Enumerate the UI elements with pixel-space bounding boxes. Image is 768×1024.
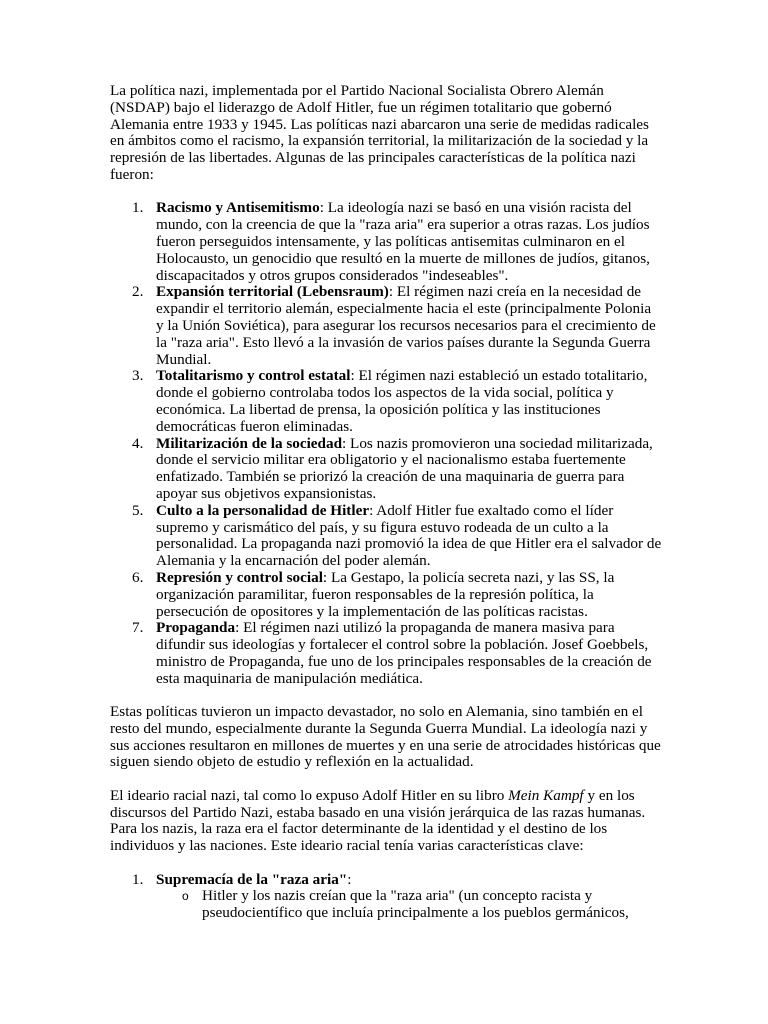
list-item-text: : Los nazis promovieron una sociedad militarizada, donde el servicio militar era obligatorio y el nacionalismo estaba fuertemente enfatizado. También se priorizó la creación de una maquinaria de guerra para apoyar sus objetivos expansionistas. (156, 434, 653, 502)
list-item-text: : El régimen nazi creía en la necesidad de expandir el territorio alemán, especialmente hacia el este (principalmente Polonia y la Unión Soviética), para asegurar los recursos necesarios para el crecimiento de la "raza aria". Esto llevó a la invasión de varios países durante la Segunda Guerra Mundial. (156, 283, 656, 368)
list-item (110, 620, 662, 687)
list-item-title: Culto a la personalidad de Hitler (156, 501, 370, 519)
list-item-title: Expansión territorial (Lebensraum) (156, 283, 389, 301)
list-item-title: Supremacía de la "raza aria" (156, 870, 348, 888)
list-number: 3. (132, 367, 144, 385)
list-number: 1. (132, 199, 144, 217)
list-number: 4. (132, 434, 144, 452)
list-number: 2. (132, 283, 144, 301)
list-item-text: : El régimen nazi utilizó la propaganda de manera masiva para difundir sus ideologías y fortalecer el control sobre la población. Josef Goebbels, ministro de Propaganda, fue uno de los principales responsables de la creación de esta maquinaria de manipulación mediática. (156, 619, 652, 687)
racial-ideas-list (110, 872, 662, 922)
list-item-text: : El régimen nazi estableció un estado totalitario, donde el gobierno controlaba todos los aspectos de la vida social, política y económica. La libertad de prensa, la oposición política y las instituciones democráticas fueron eliminadas. (156, 367, 648, 435)
list-item-text: : Adolf Hitler fue exaltado como el líder supremo y carismático del país, y su figura estuvo rodeada de un culto a la personalidad. La propaganda nazi promovió la idea de que Hitler era el salvador de Alemania y la encarnación del poder alemán. (156, 501, 662, 570)
list-item (110, 503, 662, 570)
list-item-suffix: : (347, 870, 352, 888)
circle-bullet-icon: o (182, 889, 189, 904)
list-item-title: Represión y control social (156, 568, 323, 586)
intro-paragraph: La política nazi, implementada por el Partido Nacional Socialista Obrero Alemán (NSDAP) bajo el liderazgo de Adolf Hitler, fue un régimen totalitario que gobernó Alemania entre 1933 y 1945. Las políticas nazi abarcaron una serie de medidas radicales en ámbitos como el racismo, la expansión territorial, la militarización de la sociedad y la represión de las libertades. Algunas de las principales características de la política nazi fueron: (110, 82, 649, 183)
document-page (110, 83, 662, 939)
sub-list-item-text: Hitler y los nazis creían que la "raza aria" (un concepto racista y pseudocientífico que incluía principalmente a los pueblos germánicos, (202, 887, 629, 922)
list-item-text: : La ideología nazi se basó en una visión racista del mundo, con la creencia de que la "raza aria" era superior a otras razas. Los judíos fueron perseguidos intensamente, y las políticas antisemitas culminaron en el Holocausto, un genocidio que resultó en la muerte de millones de judíos, gitanos, discapacitados y otros grupos considerados "indeseables". (156, 199, 650, 284)
list-number: 5. (132, 501, 144, 519)
ideario-text-after: y en los discursos del Partido Nazi, estaba basado en una visión jerárquica de las razas humanas. Para los nazis, la raza era el factor determinante de la identidad y el destino de los individuos y las naciones. Este ideario racial tenía varias características clave: (110, 786, 646, 855)
list-item (110, 368, 662, 435)
list-item (110, 200, 662, 284)
list-item-title: Propaganda (156, 619, 236, 637)
sub-list-item (156, 888, 662, 922)
impact-paragraph: Estas políticas tuvieron un impacto devastador, no solo en Alemania, sino también en el resto del mundo, especialmente durante la Segunda Guerra Mundial. La ideología nazi y sus acciones resultaron en millones de muertes y en una serie de atrocidades históricas que siguen siendo objeto de estudio y reflexión en la actualidad. (110, 703, 661, 771)
list-item-title: Militarización de la sociedad (156, 434, 343, 452)
list-item (110, 436, 662, 503)
list-number: 7. (132, 619, 144, 637)
list-item (110, 872, 662, 922)
list-item (110, 284, 662, 368)
features-list (110, 200, 662, 687)
list-number: 1. (132, 870, 144, 888)
list-number: 6. (132, 568, 144, 586)
ideario-paragraph (110, 788, 662, 855)
sub-list (156, 888, 662, 922)
list-item-title: Totalitarismo y control estatal (156, 367, 351, 385)
list-item (110, 570, 662, 620)
list-item-text: : La Gestapo, la policía secreta nazi, y las SS, la organización paramilitar, fueron responsables de la represión política, la persecución de opositores y la implementación de las políticas racistas. (156, 568, 615, 620)
ideario-text-before: El ideario racial nazi, tal como lo expuso Adolf Hitler en su libro (110, 786, 509, 804)
list-item-title: Racismo y Antisemitismo (156, 199, 320, 217)
book-title: Mein Kampf (508, 786, 584, 804)
